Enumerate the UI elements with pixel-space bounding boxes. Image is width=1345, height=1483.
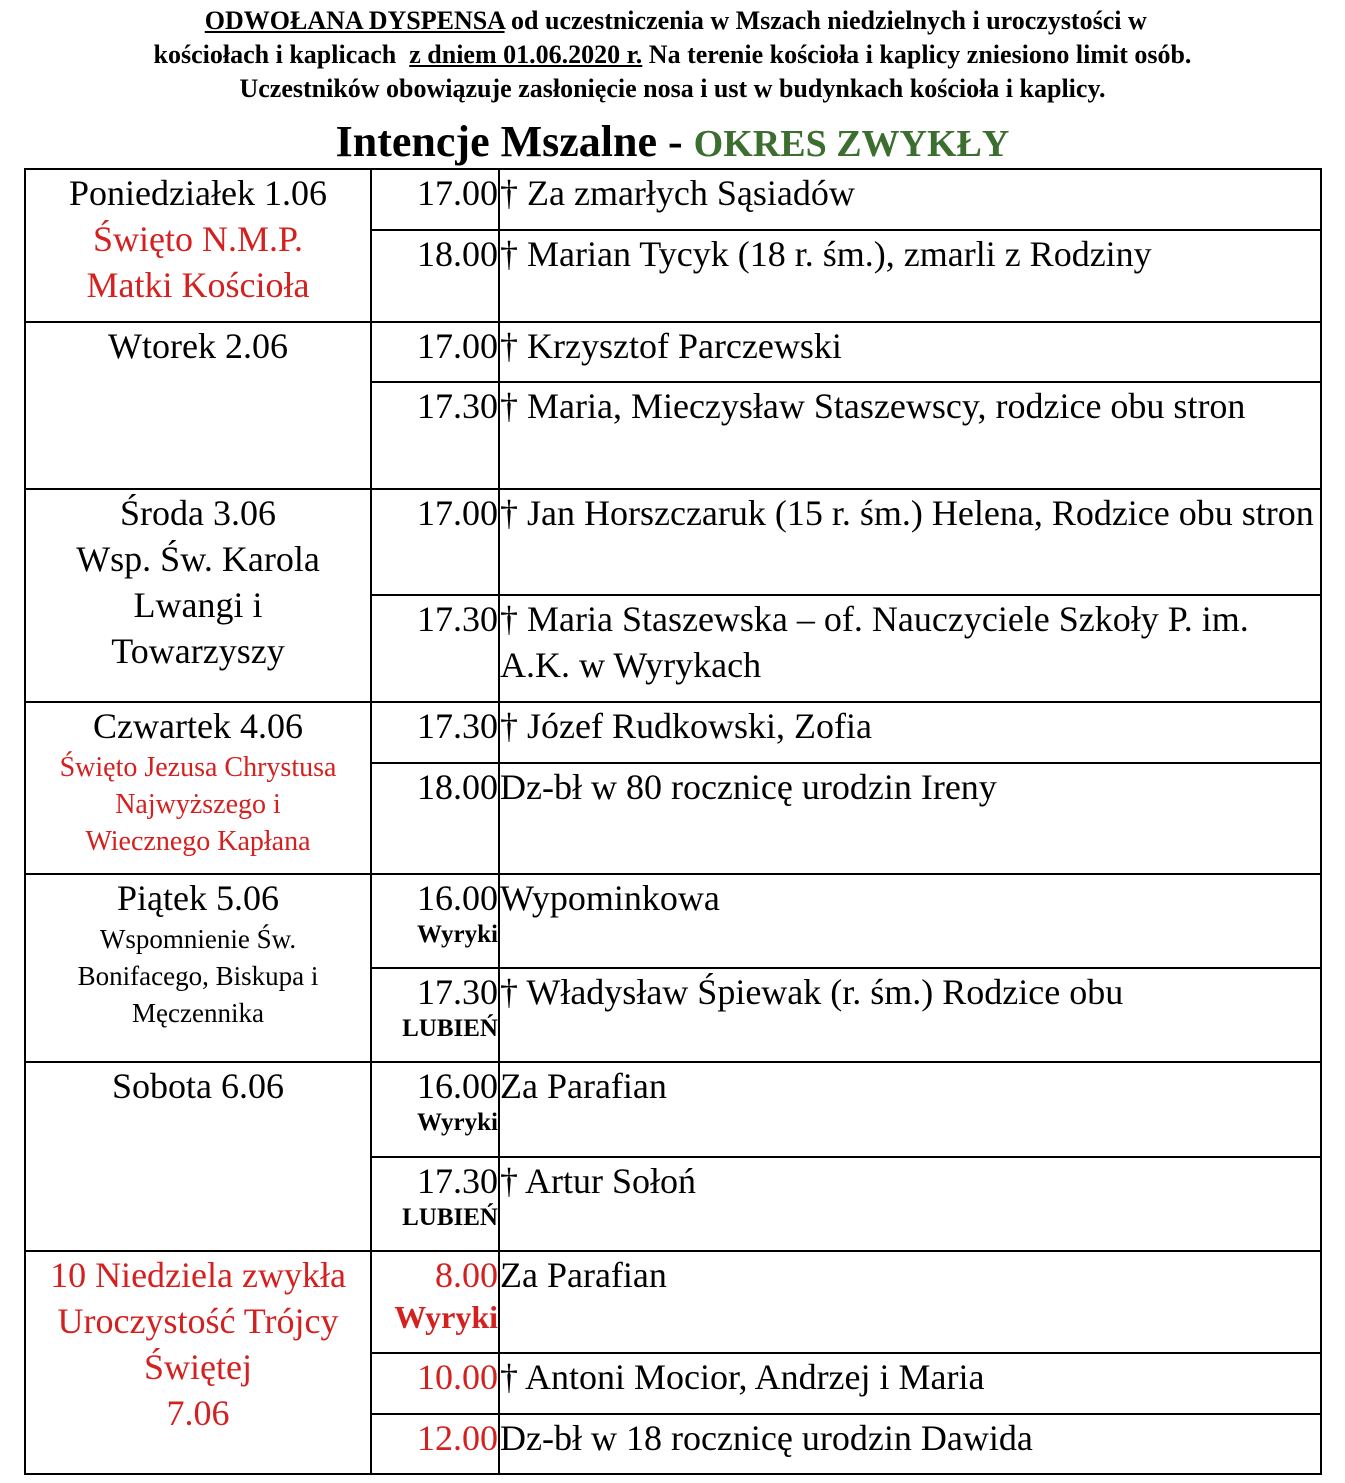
mass-location: Wyryki [416,921,498,948]
mass-time [371,169,499,230]
notice-date: z dniem 01.06.2020 r. [409,40,643,69]
table-row [25,1251,1321,1353]
table-row [25,702,1321,763]
title-main: Intencje Mszalne - [335,117,694,166]
table-row [25,322,1321,382]
memorial-line: Towarzyszy [111,631,285,671]
notice-line-2 [0,38,1345,72]
mass-location: LUBIEŃ [402,1015,498,1042]
time-value: 18.00 [417,767,498,807]
mass-location: Wyryki [394,1299,498,1335]
memorial-line: Bonifacego, Biskupa i [77,961,319,991]
solemnity-line: Uroczystość Trójcy [57,1301,339,1341]
mass-intention: Za Parafian [499,1251,1321,1353]
day-name: 10 Niedziela zwykła [50,1255,346,1295]
mass-intention: † Marian Tycyk (18 r. śm.), zmarli z Rodziny [499,230,1321,322]
time-value: 16.00 [417,878,498,918]
time-value: 18.00 [417,234,498,274]
mass-time [371,322,499,382]
mass-time [371,763,499,874]
mass-intention: † Antoni Mocior, Andrzej i Maria [499,1353,1321,1414]
time-value: 16.00 [417,1066,498,1106]
mass-intention: Za Parafian [499,1062,1321,1157]
table-row [25,1062,1321,1157]
day-name: Sobota 6.06 [111,1066,284,1106]
time-value: 8.00 [435,1255,498,1295]
mass-time [371,1251,499,1353]
table-row [25,874,1321,968]
mass-intention: † Władysław Śpiewak (r. śm.) Rodzice obu [499,968,1321,1062]
notice-line-1 [0,4,1345,38]
day-cell [25,702,371,874]
mass-time [371,1414,499,1474]
memorial-line: Wsp. Św. Karola [76,539,320,579]
time-value: 17.30 [417,599,498,639]
day-name: Czwartek 4.06 [93,706,303,746]
notice-dispensation-label: ODWOŁANA DYSPENSA [204,6,505,35]
table-row [25,489,1321,595]
notice-line-2-start: kościołach i kaplicach [153,40,403,69]
mass-intention: † Artur Sołoń [499,1157,1321,1251]
time-value: 17.00 [417,326,498,366]
day-name: Piątek 5.06 [117,878,279,918]
table-row [25,169,1321,230]
mass-time [371,874,499,968]
mass-intention: † Maria, Mieczysław Staszewscy, rodzice obu stron [499,382,1321,489]
day-name: Środa 3.06 [120,493,276,533]
mass-intention: Dz-bł w 80 rocznicę urodzin Ireny [499,763,1321,874]
page-title [0,116,1345,170]
memorial-line: Męczennika [132,998,264,1028]
mass-time [371,230,499,322]
time-value: 17.30 [417,1161,498,1201]
day-cell [25,1062,371,1251]
mass-location: Wyryki [416,1109,498,1136]
day-name: Wtorek 2.06 [108,326,288,366]
feast-line: Matki Kościoła [86,265,310,305]
time-value: 12.00 [417,1418,498,1458]
mass-time [371,1062,499,1157]
memorial-line: Wspomnienie Św. [99,924,297,954]
feast-line: Wiecznego Kapłana [85,826,311,857]
time-value: 17.30 [417,972,498,1012]
feast-line: Święto N.M.P. [92,219,304,259]
mass-intention: † Krzysztof Parczewski [499,322,1321,382]
mass-intention: Wypominkowa [499,874,1321,968]
feast-line: Święto Jezusa Chrystusa [59,752,337,783]
time-value: 17.00 [417,173,498,213]
feast-line: Najwyższego i [115,789,281,820]
mass-intention: † Za zmarłych Sąsiadów [499,169,1321,230]
mass-intention: † Józef Rudkowski, Zofia [499,702,1321,763]
notice-line-3: Uczestników obowiązuje zasłonięcie nosa i ust w budynkach kościoła i kaplicy. [239,74,1106,103]
time-value: 17.30 [417,706,498,746]
mass-location: LUBIEŃ [402,1204,498,1231]
time-value: 17.30 [417,386,498,426]
time-value: 17.00 [417,493,498,533]
mass-time [371,1353,499,1414]
day-date: 7.06 [166,1393,230,1433]
mass-schedule-table [24,168,1322,1475]
memorial-line: Lwangi i [133,585,263,625]
mass-time [371,1157,499,1251]
mass-intention: † Maria Staszewska – of. Nauczyciele Szkoły P. im. A.K. w Wyrykach [499,595,1321,702]
mass-time [371,595,499,702]
dispensation-notice [0,4,1345,106]
mass-intention: † Jan Horszczaruk (15 r. śm.) Helena, Rodzice obu stron [499,489,1321,595]
notice-line-2-text: Na terenie kościoła i kaplicy zniesiono limit osób. [642,40,1192,69]
notice-line-1-text: od uczestniczenia w Mszach niedzielnych i uroczystości w [504,6,1147,35]
day-cell [25,169,371,322]
mass-time [371,489,499,595]
time-value: 10.00 [417,1357,498,1397]
mass-time [371,702,499,763]
day-cell [25,1251,371,1474]
day-name: Poniedziałek 1.06 [69,173,327,213]
day-cell [25,489,371,702]
day-cell [25,874,371,1062]
day-cell [25,322,371,489]
mass-time [371,968,499,1062]
title-season: OKRES ZWYKŁY [693,123,1010,165]
mass-intention: Dz-bł w 18 rocznicę urodzin Dawida [499,1414,1321,1474]
solemnity-line: Świętej [144,1347,252,1387]
mass-time [371,382,499,489]
